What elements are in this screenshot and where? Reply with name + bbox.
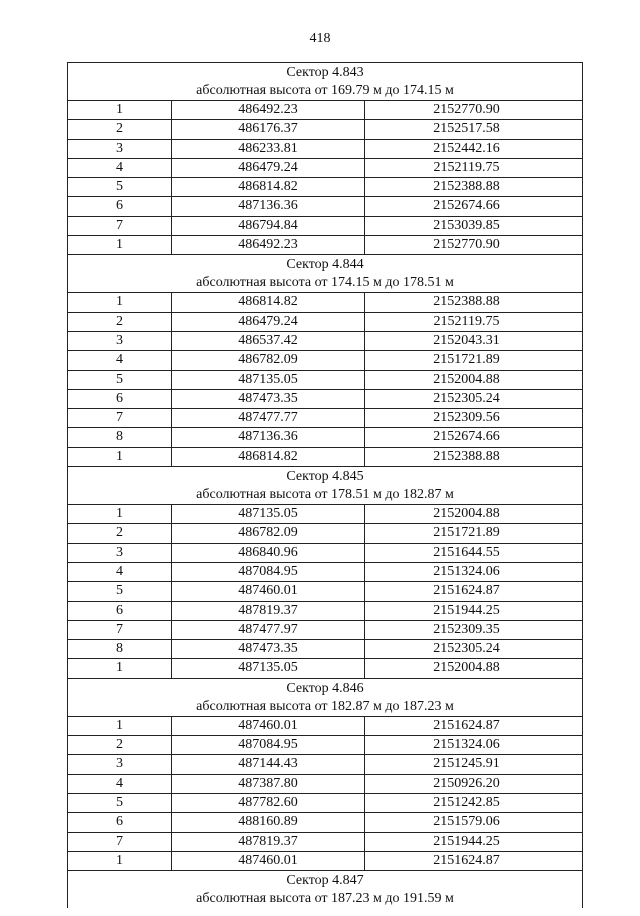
y-coordinate-cell: 2151579.06: [433, 814, 500, 830]
point-number-cell: 6: [68, 602, 172, 620]
point-number-cell: 5: [68, 794, 172, 812]
y-coordinate-cell: 2151944.25: [433, 833, 500, 849]
y-coordinate-cell: 2151624.87: [433, 852, 500, 868]
sector-altitude: абсолютная высота от 187.23 м до 191.59 м: [196, 891, 454, 907]
point-number-cell: 2: [68, 313, 172, 331]
point-number-cell: 3: [68, 544, 172, 562]
x-coordinate-cell: 487144.43: [172, 755, 365, 773]
x-coordinate-cell: 486492.23: [172, 236, 365, 254]
table-row: [68, 293, 582, 312]
table-row: [68, 833, 582, 852]
point-number-cell: 1: [68, 101, 172, 119]
sector-header: [68, 871, 582, 908]
x-coordinate-cell: 486814.82: [172, 178, 365, 196]
sector-altitude: абсолютная высота от 182.87 м до 187.23 м: [196, 698, 454, 714]
point-number-cell: 3: [68, 755, 172, 773]
y-coordinate-cell: 2151644.55: [433, 544, 500, 560]
table-row: [68, 332, 582, 351]
y-coordinate-cell: 2152043.31: [433, 332, 500, 348]
point-number-cell: 7: [68, 833, 172, 851]
point-number-cell: 7: [68, 621, 172, 639]
y-coordinate-cell: 2151624.87: [433, 717, 500, 733]
point-number-cell: 6: [68, 390, 172, 408]
table-row: [68, 717, 582, 736]
x-coordinate-cell: 486814.82: [172, 293, 365, 311]
table-row: [68, 852, 582, 871]
table-row: [68, 101, 582, 120]
table-row: [68, 775, 582, 794]
x-coordinate-cell: 486840.96: [172, 544, 365, 562]
table-row: [68, 120, 582, 139]
table-row: [68, 621, 582, 640]
x-coordinate-cell: 487136.36: [172, 197, 365, 215]
sector-title: Сектор 4.847: [286, 873, 364, 889]
sector-header: [68, 255, 582, 293]
x-coordinate-cell: 486782.09: [172, 524, 365, 542]
sector-header: [68, 63, 582, 101]
y-coordinate-cell: 2152388.88: [433, 179, 500, 195]
table-row: [68, 602, 582, 621]
point-number-cell: 1: [68, 448, 172, 466]
y-coordinate-cell: 2152770.90: [433, 102, 500, 117]
table-row: [68, 582, 582, 601]
table-row: [68, 428, 582, 447]
point-number-cell: 3: [68, 140, 172, 158]
point-number-cell: 6: [68, 813, 172, 831]
point-number-cell: 4: [68, 351, 172, 369]
y-coordinate-cell: 2151624.87: [433, 583, 500, 599]
table-row: [68, 313, 582, 332]
point-number-cell: 2: [68, 524, 172, 542]
x-coordinate-cell: 486233.81: [172, 140, 365, 158]
x-coordinate-cell: 486782.09: [172, 351, 365, 369]
x-coordinate-cell: 487819.37: [172, 602, 365, 620]
sector-altitude: абсолютная высота от 169.79 м до 174.15 м: [196, 83, 454, 98]
y-coordinate-cell: 2152305.24: [433, 390, 500, 406]
y-coordinate-cell: 2152004.88: [433, 660, 500, 676]
y-coordinate-cell: 2151721.89: [433, 352, 500, 368]
sector-title: Сектор 4.844: [286, 257, 364, 273]
y-coordinate-cell: 2152004.88: [433, 506, 500, 522]
point-number-cell: 1: [68, 293, 172, 311]
y-coordinate-cell: 2150926.20: [433, 775, 500, 791]
table-row: [68, 371, 582, 390]
point-number-cell: 1: [68, 852, 172, 870]
table-row: [68, 524, 582, 543]
point-number-cell: 5: [68, 582, 172, 600]
point-number-cell: 1: [68, 236, 172, 254]
y-coordinate-cell: 2152305.24: [433, 641, 500, 657]
x-coordinate-cell: 486537.42: [172, 332, 365, 350]
x-coordinate-cell: 486176.37: [172, 120, 365, 138]
table-row: [68, 736, 582, 755]
point-number-cell: 1: [68, 659, 172, 677]
x-coordinate-cell: 487084.95: [172, 736, 365, 754]
y-coordinate-cell: 2151242.85: [433, 794, 500, 810]
y-coordinate-cell: 2151324.06: [433, 563, 500, 579]
x-coordinate-cell: 487819.37: [172, 833, 365, 851]
y-coordinate-cell: 2151324.06: [433, 737, 500, 753]
y-coordinate-cell: 2152770.90: [433, 237, 500, 253]
table-row: [68, 197, 582, 216]
sector-title: Сектор 4.843: [286, 65, 364, 80]
y-coordinate-cell: 2152674.66: [433, 429, 500, 445]
page-number: 418: [309, 31, 331, 46]
point-number-cell: 7: [68, 217, 172, 235]
y-coordinate-cell: 2151721.89: [433, 525, 500, 541]
y-coordinate-cell: 2151245.91: [433, 756, 500, 772]
x-coordinate-cell: 487460.01: [172, 582, 365, 600]
point-number-cell: 8: [68, 428, 172, 446]
point-number-cell: 1: [68, 505, 172, 523]
x-coordinate-cell: 487136.36: [172, 428, 365, 446]
sector-header: [68, 679, 582, 717]
point-number-cell: 7: [68, 409, 172, 427]
y-coordinate-cell: 2153039.85: [433, 217, 500, 233]
x-coordinate-cell: 486814.82: [172, 448, 365, 466]
sector-title: Сектор 4.845: [286, 469, 364, 485]
point-number-cell: 1: [68, 717, 172, 735]
sector-altitude: абсолютная высота от 174.15 м до 178.51 м: [196, 275, 454, 291]
point-number-cell: 4: [68, 775, 172, 793]
table-row: [68, 236, 582, 255]
x-coordinate-cell: 487473.35: [172, 640, 365, 658]
x-coordinate-cell: 486794.84: [172, 217, 365, 235]
sector-header: [68, 467, 582, 505]
x-coordinate-cell: 487460.01: [172, 852, 365, 870]
sector-title: Сектор 4.846: [286, 680, 364, 696]
x-coordinate-cell: 487135.05: [172, 371, 365, 389]
table-row: [68, 178, 582, 197]
y-coordinate-cell: 2152388.88: [433, 448, 500, 464]
y-coordinate-cell: 2152388.88: [433, 294, 500, 310]
y-coordinate-cell: 2152517.58: [433, 121, 500, 137]
y-coordinate-cell: 2152674.66: [433, 198, 500, 214]
point-number-cell: 5: [68, 178, 172, 196]
table-row: [68, 813, 582, 832]
y-coordinate-cell: 2152119.75: [433, 159, 500, 175]
x-coordinate-cell: 487477.97: [172, 621, 365, 639]
x-coordinate-cell: 486479.24: [172, 313, 365, 331]
x-coordinate-cell: 487135.05: [172, 505, 365, 523]
table-row: [68, 140, 582, 159]
table-row: [68, 544, 582, 563]
table-row: [68, 640, 582, 659]
table-row: [68, 448, 582, 467]
x-coordinate-cell: 487387.80: [172, 775, 365, 793]
x-coordinate-cell: 486479.24: [172, 159, 365, 177]
table-row: [68, 159, 582, 178]
x-coordinate-cell: 488160.89: [172, 813, 365, 831]
coordinates-table: [67, 62, 583, 908]
x-coordinate-cell: 487460.01: [172, 717, 365, 735]
y-coordinate-cell: 2152004.88: [433, 371, 500, 387]
table-row: [68, 351, 582, 370]
x-coordinate-cell: 487782.60: [172, 794, 365, 812]
table-row: [68, 563, 582, 582]
point-number-cell: 5: [68, 371, 172, 389]
point-number-cell: 3: [68, 332, 172, 350]
table-row: [68, 505, 582, 524]
table-row: [68, 794, 582, 813]
point-number-cell: 4: [68, 159, 172, 177]
y-coordinate-cell: 2152119.75: [433, 313, 500, 329]
x-coordinate-cell: 487477.77: [172, 409, 365, 427]
table-row: [68, 755, 582, 774]
point-number-cell: 4: [68, 563, 172, 581]
x-coordinate-cell: 487135.05: [172, 659, 365, 677]
y-coordinate-cell: 2151944.25: [433, 602, 500, 618]
point-number-cell: 2: [68, 120, 172, 138]
table-row: [68, 409, 582, 428]
sector-altitude: абсолютная высота от 178.51 м до 182.87 м: [196, 487, 454, 503]
table-row: [68, 659, 582, 678]
x-coordinate-cell: 487084.95: [172, 563, 365, 581]
table-row: [68, 217, 582, 236]
point-number-cell: 2: [68, 736, 172, 754]
x-coordinate-cell: 486492.23: [172, 101, 365, 119]
point-number-cell: 8: [68, 640, 172, 658]
y-coordinate-cell: 2152309.56: [433, 410, 500, 426]
table-row: [68, 390, 582, 409]
y-coordinate-cell: 2152442.16: [433, 140, 500, 156]
point-number-cell: 6: [68, 197, 172, 215]
y-coordinate-cell: 2152309.35: [433, 621, 500, 637]
x-coordinate-cell: 487473.35: [172, 390, 365, 408]
